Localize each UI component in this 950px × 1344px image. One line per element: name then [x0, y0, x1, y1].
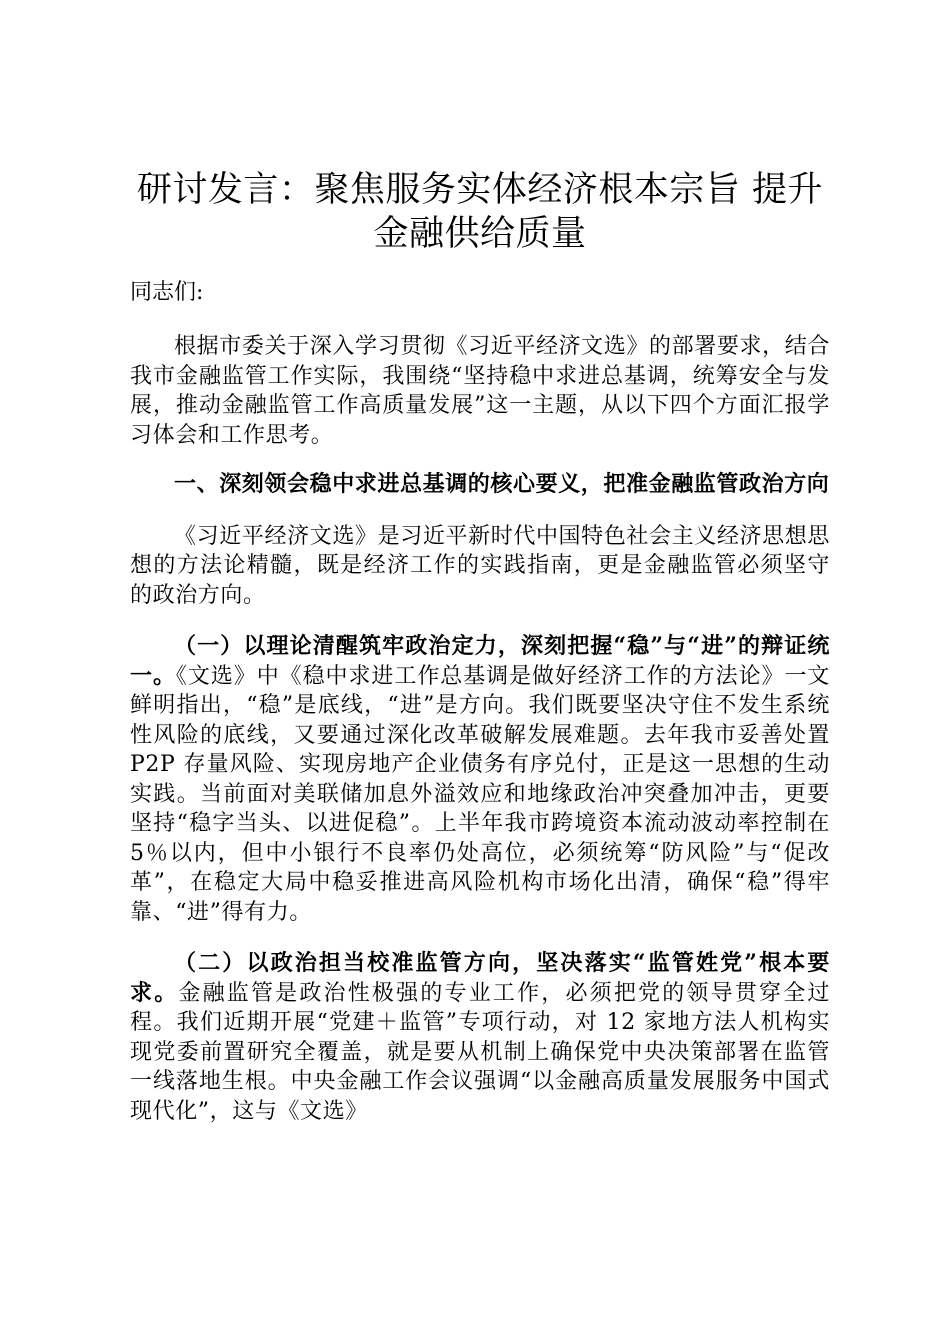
- subsection-1-lead: （一）以理论清醒筑牢政治定力，深刻把握“稳”与“进”的辩证统一。: [130, 633, 830, 689]
- section-1-paragraph: 《习近平经济文选》是习近平新时代中国特色社会主义经济思想思想的方法论精髓，既是经济工作的实践指南，更是金融监管必须坚守的政治方向。: [130, 523, 830, 608]
- document-title: 研讨发言：聚焦服务实体经济根本宗旨 提升金融供给质量: [136, 170, 824, 254]
- subsection-2-body: 金融监管是政治性极强的专业工作，必须把党的领导贯穿全过程。我们近期开展“党建＋监管”专项行动，对 12 家地方法人机构实现党委前置研究全覆盖，就是要从机制上确保党中央决策部署在监管一线落地生根。中央金融工作会议强调“以金融高质量发展服务中国式现代化”，这与《文选》: [130, 980, 831, 1124]
- greeting: 同志们:: [130, 280, 204, 305]
- document-page: [130, 168, 830, 1126]
- subsection-2-lead: （二）以政治担当校准监管方向，坚决落实“监管姓党”根本要求。: [130, 950, 830, 1006]
- subsection-2-paragraph: [130, 949, 830, 1126]
- subsection-1-body: 《文选》中《稳中求进工作总基调是做好经济工作的方法论》一文鲜明指出，“稳”是底线，“进”是方向。我们既要坚决守住不发生系统性风险的底线，又要通过深化改革破解发展难题。去年我市妥善处置 P2P 存量风险、实现房地产企业债务有序兑付，正是这一思想的生动实践。当前面对美联储加息外溢效应和地缘政治冲突叠加冲击，更要坚持“稳字当头、以进促稳”。上半年我市跨境资本流动波动率控制在 5％以内，但中小银行不良率仍处高位，必须统筹“防风险”与“促改革”，在稳定大局中稳妥推进高风险机构市场化出清，确保“稳”得牢靠、“进”得有力。: [130, 663, 831, 925]
- section-1-heading: 一、深刻领会稳中求进总基调的核心要义，把准金融监管政治方向: [174, 471, 830, 497]
- intro-paragraph: 根据市委关于深入学习贯彻《习近平经济文选》的部署要求，结合我市金融监管工作实际，我围绕“坚持稳中求进总基调，统筹安全与发展，推动金融监管工作高质量发展”这一主题，从以下四个方面汇报学习体会和工作思考。: [130, 334, 830, 448]
- subsection-1-paragraph: [130, 632, 830, 927]
